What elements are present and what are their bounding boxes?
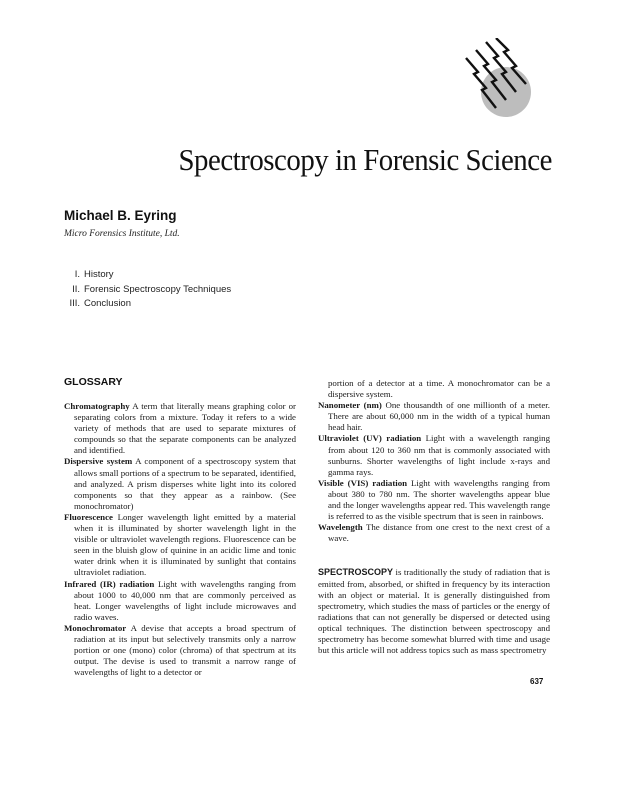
- author-name: Michael B. Eyring: [64, 208, 177, 223]
- glossary-entry: Wavelength The distance from one crest to the next crest of a wave.: [318, 522, 550, 544]
- glossary-entry: Nanometer (nm) One thousandth of one millionth of a meter. There are about 60,000 nm in the width of a typical human head hair.: [318, 400, 550, 433]
- outline-item[interactable]: I. History: [74, 269, 114, 280]
- glossary-term: Dispersive system: [64, 456, 133, 467]
- glossary-heading: GLOSSARY: [64, 376, 123, 388]
- glossary-entry-continuation: portion of a detector at a time. A monochromator can be a dispersive system.: [328, 378, 550, 400]
- glossary-term: Chromatography: [64, 401, 130, 411]
- section-spacer: [318, 544, 550, 567]
- glossary-entry: Monochromator A devise that accepts a broad spectrum of radiation at its input but selectively transmits only a narrow portion or one (mono) color (chroma) of that spectrum at its output. The devise is used to transmit a narrow range of wavelengths of light to a detector or: [64, 622, 296, 678]
- glossary-term: Visible (VIS) radiation: [318, 477, 408, 488]
- body-paragraph: SPECTROSCOPY is traditionally the study of radiation that is emitted from, absorbed, or shifted in frequency by its interaction with an object or material. It is generally distinguished from spectrometry, which studies the mass of particles or the energy of radiations that can not generally be dispersed or detected using optical techniques. The distinction between spectroscopy and spectrometry has become somewhat blurred with time and usage but this article will not address topics such as mass spectrometry: [318, 567, 550, 656]
- outline-item[interactable]: II. Forensic Spectroscopy Techniques: [72, 283, 232, 295]
- page-title: Spectroscopy in Forensic Science: [178, 142, 552, 177]
- outline-item[interactable]: III. Conclusion: [69, 298, 131, 309]
- glossary-entry: Chromatography A term that literally means graphing color or separating colors from a mixture. Today it refers to a wide variety of methods that are used to separate mixtures of compounds so that the separate components can be analyzed and identified.: [64, 401, 296, 456]
- glossary-term: Fluorescence: [64, 511, 113, 522]
- glossary-entry: Dispersive system A component of a spectroscopy system that allows small portions of a spectrum to be separated, identified, and analyzed. A prism disperses white light into its colored components so that they appear as a rainbow. (See monochromator): [64, 456, 296, 511]
- lightning-bolts-logo-icon: [462, 38, 532, 118]
- author-affiliation: Micro Forensics Institute, Ltd.: [64, 229, 180, 239]
- glossary-term: Nanometer (nm): [318, 400, 382, 411]
- right-column: [318, 378, 550, 656]
- glossary-term: Ultraviolet (UV) radiation: [318, 433, 422, 444]
- left-column: [64, 376, 296, 678]
- glossary-term: Infrared (IR) radiation: [64, 578, 155, 589]
- body-lead-word: SPECTROSCOPY: [318, 567, 394, 578]
- glossary-entry: Visible (VIS) radiation Light with wavelengths ranging from about 380 to 780 nm. The shorter wavelengths appear blue and the longer wavelengths appear red. This wavelength range is referred to as the visible spectrum that is seen in rainbows.: [318, 477, 550, 522]
- glossary-entry: Fluorescence Longer wavelength light emitted by a material when it is illuminated by shorter wavelength light in the visible or ultraviolet wavelength regions. Fluorescence can be seen in the bluish glow of quinine in an acidic lime and tonic water drink when it is illuminated by sunlight that contains ultraviolet radiation.: [64, 511, 296, 578]
- glossary-entry: Ultraviolet (UV) radiation Light with a wavelength ranging from about 120 to 360 nm that is commonly associated with sunburns. Shorter wavelengths of light include x-rays and gamma rays.: [318, 433, 550, 477]
- page-number: 637: [530, 677, 544, 686]
- glossary-term: Monochromator: [64, 622, 127, 633]
- article-outline: [64, 268, 231, 312]
- glossary-entry: Infrared (IR) radiation Light with wavelengths ranging from about 1000 to 40,000 nm that are commonly perceived as heat. Longer wavelengths of light include microwaves and radio waves.: [64, 578, 297, 622]
- glossary-term: Wavelength: [318, 522, 363, 533]
